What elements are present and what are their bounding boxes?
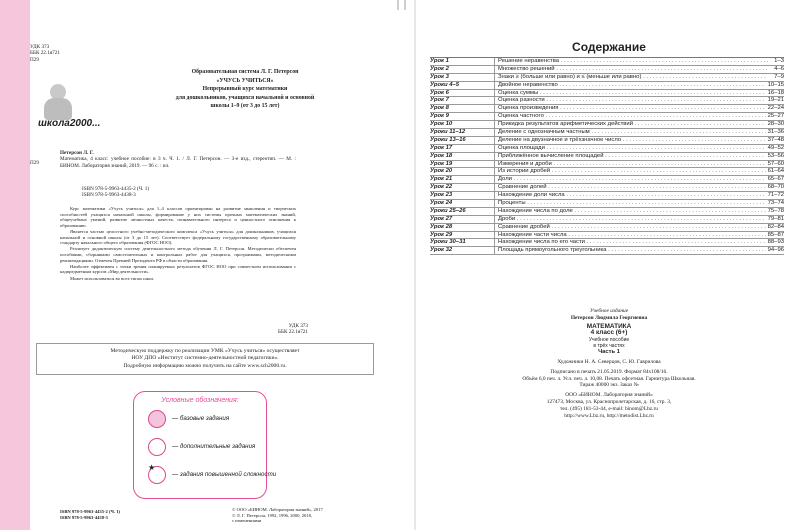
toc-pages: 53–56 (767, 152, 784, 159)
toc-row (430, 90, 784, 98)
udc-code: УДК 373 (30, 44, 50, 50)
method-line: Методическую поддержку по реализации УМК «Учусь учиться» осуществляет (110, 348, 300, 354)
toc-row (430, 224, 784, 232)
print-info-line: Тираж 40000 экз. Заказ № (579, 382, 639, 389)
annotation (60, 206, 296, 282)
toc-lesson-label: Урок 27 (430, 215, 453, 222)
address-line: тел. (495) 181-53-44, e-mail: binom@Lbz.ru (560, 405, 658, 412)
toc-topic: Проценты . . . (498, 200, 768, 208)
catalog-code-margin: П29 (30, 160, 39, 166)
toc-row (430, 239, 784, 247)
toc-topic: Площадь прямоугольного треугольника . . . (498, 247, 768, 255)
toc-row (430, 58, 784, 66)
toc-pages: 1–3 (774, 58, 784, 64)
toc-lesson-label: Урок 21 (430, 176, 453, 183)
toc-divider (494, 145, 495, 153)
toc-divider (494, 161, 495, 169)
legend-label: — базовые задания (172, 415, 230, 422)
imprint-author: Петерсон Людмила Георгиевна (570, 314, 648, 321)
crop-mark (404, 0, 406, 10)
toc-row (430, 129, 784, 137)
legend-label: — задания повышенной сложности (172, 471, 277, 478)
toc-row (430, 145, 784, 153)
toc-divider (494, 232, 495, 240)
toc-topic: Оценка суммы . . . (498, 90, 768, 98)
address-line: http://www.Lbz.ru, http://metodist.Lbz.ru (564, 412, 654, 419)
toc-divider (494, 90, 495, 98)
toc-topic: Множество решений . . . (498, 66, 768, 74)
toc-lesson-label: Уроки 30–31 (430, 239, 466, 246)
toc-topic: Решение неравенства . . . (498, 58, 768, 66)
toc-pages: 19–21 (767, 97, 784, 104)
toc-divider (494, 176, 495, 184)
toc-topic: Оценка произведения . . . (498, 105, 768, 113)
toc-topic: Оценка частного . . . (498, 113, 768, 121)
toc-divider (494, 247, 495, 255)
toc-pages: 22–24 (767, 105, 784, 112)
toc-lesson-label: Урок 6 (430, 89, 449, 96)
filled-circle-icon (148, 410, 166, 428)
print-info-line: Объём 6,0 печ. л. Усл. печ. л. 10,08. Печать офсетная. Гарнитура Школьная. (522, 375, 696, 382)
table-of-contents (430, 57, 784, 255)
toc-divider (494, 168, 495, 176)
annotation-paragraph: Является частью целостного учебно-методического комплекса «Учусь учиться» для дошкольников, учащихся начальной и основной школы (от 3 до 15 лет). Соответствует федеральному государственному образовательному стандарту начального общего образования (ФГОС НОО). (60, 228, 296, 246)
grade-label: 4 класс (6+) (590, 329, 628, 337)
toc-row (430, 168, 784, 176)
series-line: школы 1–9 (от 3 до 15 лет) (210, 103, 280, 110)
imprint-block (428, 308, 790, 419)
toc-pages: 7–9 (774, 73, 784, 80)
toc-row (430, 192, 784, 200)
toc-topic: Нахождение числа по его части . . . (498, 239, 768, 247)
toc-pages: 94–96 (767, 247, 784, 254)
toc-lesson-label: Урок 32 (430, 247, 453, 254)
toc-divider (494, 224, 495, 232)
toc-pages: 57–60 (767, 160, 784, 167)
book-title: МАТЕМАТИКА (586, 322, 632, 330)
toc-pages: 85–87 (767, 231, 784, 238)
series-line: Непрерывный курс математики (202, 86, 288, 93)
toc-lesson-label: Урок 7 (430, 97, 449, 104)
star-circle-icon (148, 463, 166, 484)
toc-divider (494, 200, 495, 208)
artists-line: Художники Н. А. Северцов, С. Ю. Гаврилова (557, 358, 661, 365)
subtitle-line: в трёх частях (593, 343, 625, 350)
toc-row (430, 137, 784, 145)
toc-pages: 31–36 (767, 129, 784, 136)
series-line: для дошкольников, учащихся начальной и основной (175, 94, 315, 101)
copyright-line: © ООО «БИНОМ. Лаборатория знаний», 2017 (232, 507, 323, 512)
toc-row (430, 247, 784, 255)
toc-lesson-label: Урок 19 (430, 160, 453, 167)
toc-row (430, 208, 784, 216)
publisher-line: ООО «БИНОМ. Лаборатория знаний» (565, 392, 653, 399)
toc-topic: Сравнение дробей . . . (498, 224, 768, 232)
udc-top-block (30, 44, 110, 63)
series-block (118, 68, 372, 111)
toc-divider (494, 137, 495, 145)
edition-label: Учебное издание (589, 308, 629, 314)
toc-lesson-label: Уроки 11–12 (430, 129, 466, 136)
toc-topic: Дроби . . . (498, 216, 768, 224)
series-line: «УЧУСЬ УЧИТЬСЯ» (216, 77, 274, 84)
isbn-line: ISBN 978-5-9963-4435-2 (Ч. 1) (60, 509, 121, 514)
page-gutter (414, 0, 416, 530)
toc-row (430, 97, 784, 105)
toc-lesson-label: Уроки 25–26 (430, 207, 466, 214)
toc-row (430, 66, 784, 74)
toc-row (430, 153, 784, 161)
toc-pages: 82–84 (767, 223, 784, 230)
author-line: Петерсон Л. Г. (60, 150, 94, 156)
methodical-support-box (36, 343, 374, 375)
toc-lesson-label: Урок 1 (430, 58, 449, 64)
toc-pages: 68–70 (767, 184, 784, 191)
school-2000-logo (38, 80, 106, 138)
toc-divider (494, 121, 495, 129)
legend-item-additional (148, 438, 266, 458)
toc-lesson-label: Урок 22 (430, 184, 453, 191)
part-label: Часть 1 (598, 349, 620, 356)
toc-divider (494, 82, 495, 90)
toc-pages: 16–18 (767, 89, 784, 96)
toc-topic: Прикидка результатов арифметических действий . . . (498, 121, 768, 129)
boy-body-icon (44, 98, 72, 120)
bibliographic-record (60, 150, 296, 169)
toc-row (430, 184, 784, 192)
toc-divider (494, 216, 495, 224)
legend-title: Условные обозначения: (161, 397, 239, 404)
toc-row (430, 200, 784, 208)
crop-mark (397, 0, 399, 10)
annotation-paragraph: Наиболее эффективен с точки зрения планируемых результатов ФГОС НОО при совместном использовании с надпредметным курсом «Мир деятельности». (60, 263, 296, 275)
bbk-code: ББК 22.1я721 (278, 329, 308, 336)
toc-topic: Нахождение части числа . . . (498, 232, 768, 240)
legend-item-basic (148, 410, 266, 430)
toc-row (430, 161, 784, 169)
toc-lesson-label: Урок 3 (430, 73, 449, 80)
toc-topic: Из истории дробей . . . (498, 168, 768, 176)
annotation-paragraph: Может использоваться во всех типах школ. (70, 275, 155, 281)
bbk-code: ББК 22.1я721 (30, 50, 60, 57)
toc-lesson-label: Уроки 4–5 (430, 81, 460, 88)
copyright-line: © Л. Г. Петерсон, 1992, 1996, 2000, 2018, (232, 512, 313, 518)
print-info-line: Подписано в печать 21.05.2019. Формат 84х108/16. (550, 368, 668, 375)
toc-topic: Оценка разности . . . (498, 97, 768, 105)
toc-topic: Сравнение долей . . . (498, 184, 768, 192)
toc-topic: Нахождение доли числа . . . (498, 192, 768, 200)
toc-lesson-label: Урок 29 (430, 231, 453, 238)
toc-topic: Измерения и дроби . . . (498, 161, 768, 169)
toc-title: Содержание (572, 40, 646, 54)
toc-lesson-label: Урок 28 (430, 223, 453, 230)
toc-pages: 10–15 (767, 81, 784, 88)
toc-topic: Нахождение числа по доле . . . (498, 208, 768, 216)
toc-divider (494, 192, 495, 200)
method-line: Подробную информацию можно получить на сайте www.sch2000.ru. (123, 362, 287, 369)
pink-margin-strip (0, 0, 30, 530)
toc-pages: 4–6 (774, 65, 784, 72)
toc-lesson-label: Урок 10 (430, 121, 453, 128)
toc-divider (494, 66, 495, 74)
annotation-paragraph: Реализует дидактическую систему деятельностного метода обучения Л. Г. Петерсон. Методически обеспечен пособиями, сборниками самостоятельных и контрольных работ для учащихся, программами, методическими рекомендациями. Отмечен Премией Президента РФ в области образования. (60, 246, 296, 263)
toc-divider (494, 184, 495, 192)
toc-pages: 65–67 (767, 176, 784, 183)
copyright-block (232, 507, 382, 524)
toc-topic: Приближённое вычисление площадей . . . (498, 153, 768, 161)
copyright-line: с изменениями (232, 518, 262, 524)
catalog-code: П29 (30, 56, 39, 63)
toc-pages: 28–30 (767, 121, 784, 128)
toc-pages: 61–64 (767, 168, 784, 175)
toc-divider (494, 105, 495, 113)
toc-pages: 71–72 (767, 192, 784, 199)
annotation-paragraph: Курс математики «Учусь учиться» для 1–4 классов ориентирован на развитие мышления и творческих способностей учащихся начальной школы, формирование у них системы прочных математических знаний, общеучебных умений, развитие личностных качеств, познавательного интереса и ценностного отношения к образованию. (60, 206, 296, 228)
toc-pages: 73–74 (767, 200, 784, 207)
toc-divider (494, 97, 495, 105)
toc-topic: Знаки ≥ (больше или равно) и ≤ (меньше или равно) . . . (498, 74, 768, 82)
toc-pages: 79–81 (767, 215, 784, 222)
toc-divider (494, 74, 495, 82)
toc-lesson-label: Урок 8 (430, 105, 449, 112)
isbn-bottom-block (60, 509, 120, 520)
toc-divider (494, 153, 495, 161)
legend-label: — дополнительные задания (172, 443, 256, 450)
toc-row (430, 232, 784, 240)
toc-row (430, 113, 784, 121)
toc-row (430, 176, 784, 184)
udc-bottom-block (268, 323, 308, 336)
isbn-mid-block (82, 186, 149, 199)
isbn-line: ISBN 978-5-9963-4438-3 (82, 192, 136, 199)
series-line: Образовательная система Л. Г. Петерсон (191, 69, 299, 75)
bibliographic-text: Математика, 4 класс: учебное пособие: в 3 ч. Ч. 1. / Л. Г. Петерсон. — 3-е изд., стереотип. — М. : БИНОМ. Лаборатория знаний, 2019. — 96 с. : ил. (60, 156, 296, 169)
toc-topic: Двойное неравенство . . . (498, 82, 768, 90)
toc-divider (494, 129, 495, 137)
toc-divider (494, 58, 495, 66)
star-icon: ★ (148, 463, 156, 472)
toc-lesson-label: Уроки 13–16 (430, 136, 466, 143)
toc-divider (494, 239, 495, 247)
toc-lesson-label: Урок 2 (430, 65, 449, 72)
udc-code: УДК 373 (288, 323, 308, 329)
toc-lesson-label: Урок 24 (430, 200, 453, 207)
toc-topic: Доли . . . (498, 176, 768, 184)
toc-pages: 25–27 (767, 113, 784, 120)
toc-row (430, 74, 784, 82)
toc-row (430, 216, 784, 224)
legend-item-advanced (148, 463, 277, 486)
toc-pages: 49–52 (767, 144, 784, 151)
toc-pages: 88–93 (767, 239, 784, 246)
toc-divider (494, 208, 495, 216)
toc-row (430, 82, 784, 90)
isbn-line: ISBN 978-5-9963-4435-2 (Ч. 1) (82, 186, 150, 192)
right-page (418, 0, 800, 530)
toc-pages: 75–78 (767, 207, 784, 214)
toc-divider (494, 113, 495, 121)
toc-lesson-label: Урок 18 (430, 152, 453, 159)
empty-circle-icon (148, 438, 166, 456)
toc-lesson-label: Урок 9 (430, 113, 449, 120)
isbn-line: ISBN 978-5-9963-4438-3 (60, 514, 108, 520)
toc-pages: 37–48 (767, 136, 784, 143)
toc-row (430, 105, 784, 113)
toc-topic: Оценка площади . . . (498, 145, 768, 153)
method-line: НОУ ДПО «Институт системно-деятельностной педагогики». (131, 355, 279, 362)
toc-lesson-label: Урок 23 (430, 192, 453, 199)
address-line: 127473, Москва, ул. Краснопролетарская, д. 16, стр. 3, (546, 398, 672, 405)
toc-topic: Деление с однозначным частным . . . (498, 129, 768, 137)
toc-lesson-label: Урок 17 (430, 144, 453, 151)
toc-row (430, 121, 784, 129)
legend-box (133, 391, 277, 499)
toc-lesson-label: Урок 20 (430, 168, 453, 175)
toc-topic: Деление на двузначное и трёхзначное число . . . (498, 137, 768, 145)
subtitle-line: Учебное пособие (588, 337, 630, 344)
logo-text: школа2000... (38, 118, 101, 129)
